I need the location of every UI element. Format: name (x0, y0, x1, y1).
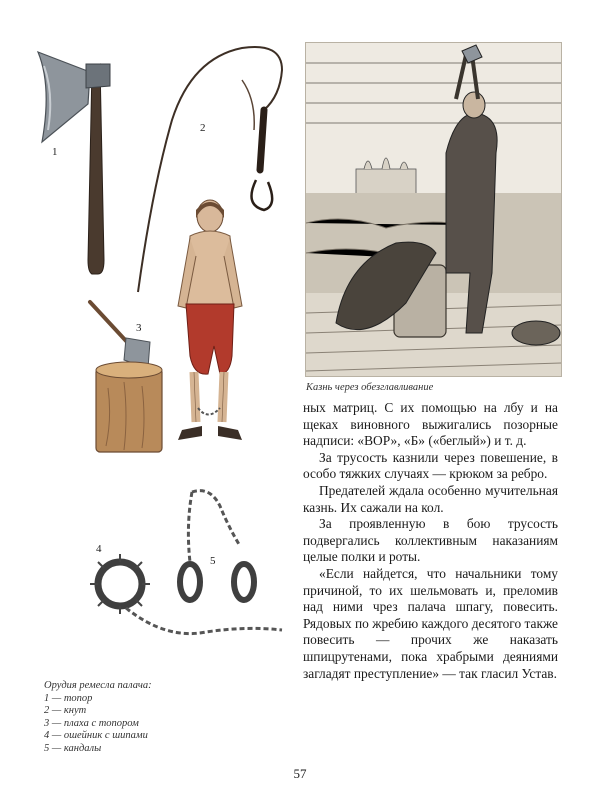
tools-legend (44, 680, 152, 756)
chained-man-illustration (168, 196, 258, 454)
label-2: 2 (200, 122, 206, 134)
paragraph-2: За трусость казнили через повешение, в особо тяжких случаях — крюком за ребро. (303, 449, 558, 482)
axe-illustration (30, 46, 120, 278)
legend-item-axe: 1 — топор (44, 692, 93, 704)
label-5: 5 (210, 555, 216, 567)
paragraph-4: За проявленную в бою трусость подвергались коллективным наказаниям целые полки и роты. (303, 516, 558, 565)
label-4: 4 (96, 543, 102, 555)
paragraph-1: ных матриц. С их помощью на лбу и на щеках виновного выжигались позорные надписи: «ВОР», «Б» («беглый») и т. д. (303, 400, 558, 449)
beheading-engraving (305, 42, 562, 377)
legend-item-shackles: 5 — кандалы (44, 742, 102, 754)
body-text (303, 400, 558, 682)
paragraph-5: «Если найдется, что начальники тому причиной, то их шельмовать и, преломив над ними чрез палача шпагу, повесить. Рядовых по жребию каждого десятого также повесить — прочих же наказать шпицрутенами, пока храбрыми деяниями загладят преступление» — так гласил Устав. (303, 565, 558, 681)
legend-title: Орудия ремесла палача: (44, 680, 152, 691)
beheading-engraving-drawing (306, 43, 561, 376)
label-1: 1 (52, 146, 58, 158)
legend-item-whip: 2 — кнут (44, 705, 87, 717)
legend-item-block: 3 — плаха с топором (44, 717, 139, 729)
page-number: 57 (293, 766, 307, 781)
paragraph-3: Предателей ждала особенно мучительная казнь. Их сажали на кол. (303, 482, 558, 515)
shackles-illustration (170, 486, 270, 616)
legend-item-collar: 4 — ошейник с шипами (44, 730, 148, 742)
engraving-caption: Казнь через обезглавливание (306, 382, 434, 393)
label-3: 3 (136, 322, 142, 334)
block-with-axe-illustration (84, 298, 174, 456)
